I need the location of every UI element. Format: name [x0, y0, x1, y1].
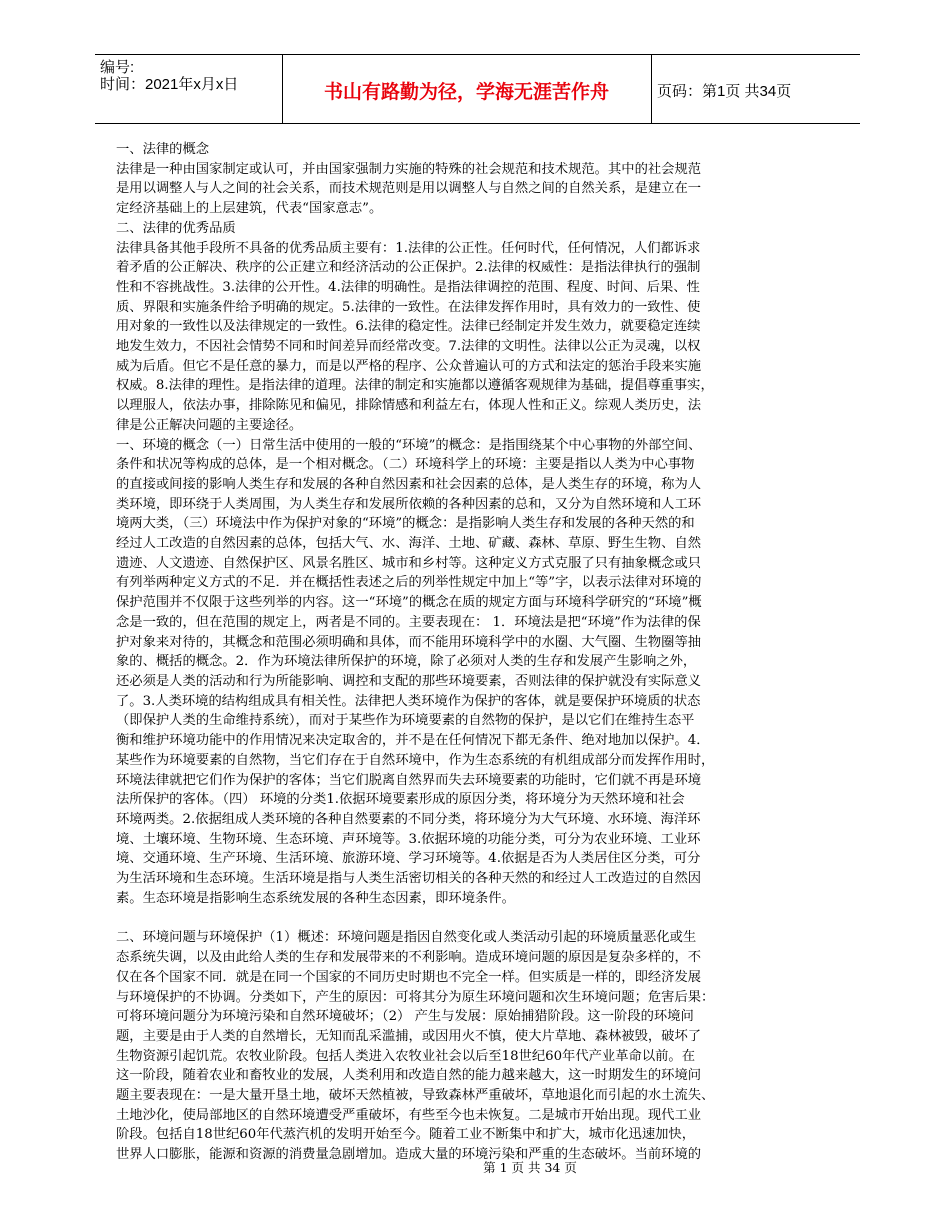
page-header: [95, 54, 860, 124]
body-paragraph: 一、法律的概念 法律是一种由国家制定或认可，并由国家强制力实施的特殊的社会规范和技术规范。其中的社会规范 是用以调整人与人之间的社会关系，而技术规范则是用以调整人与自然之间的自然关系，是建立在一 定经济基础上的上层建筑，代表“国家意志”。 二、法律的优秀品质 法律具备其他手段所不具备的优秀品质主要有：1.法律的公正性。任何时代，任何情况，人们都诉求 着矛盾的公正解决、秩序的公正建立和经济活动的公正保护。2.法律的权威性：是指法律执行的强制 性和不容挑战性。3.法律的公开性。4.法律的明确性。是指法律调控的范围、程度、时间、后果、性 质、界限和实施条件给予明确的规定。5.法律的一致性。在法律发挥作用时，具有效力的一致性、使 用对象的一致性以及法律规定的一致性。6.法律的稳定性。法律已经制定并发生效力，就要稳定连续 地发生效力，不因社会情势不同和时间差异而经常改变。7.法律的文明性。法律以公正为灵魂，以权 威为后盾。但它不是任意的暴力，而是以严格的程序、公众普遍认可的方式和法定的惩治手段来实施 权威。8.法律的理性。是指法律的道理。法律的制定和实施都以遵循客观规律为基础，提倡尊重事实， 以理服人，依法办事，排除陈见和偏见，排除情感和利益左右，体现人性和正义。综观人类历史，法 律是公正解决问题的主要途径。 一、环境的概念（一）日常生活中使用的一般的“环境”的概念：是指围绕某个中心事物的外部空间、 条件和状况等构成的总体，是一个相对概念。（二）环境科学上的环境：主要是指以人类为中心事物 的直接或间接的影响人类生存和发展的各种自然因素和社会因素的总体，是人类生存的环境，称为人 类环境，即环绕于人类周围，为人类生存和发展所依赖的各种因素的总和，又分为自然环境和人工环 境两大类，（三）环境法中作为保护对象的“环境”的概念：是指影响人类生存和发展的各种天然的和 经过人工改造的自然因素的总体，包括大气、水、海洋、土地、矿藏、森林、草原、野生生物、自然 遗迹、人文遗迹、自然保护区、风景名胜区、城市和乡村等。这种定义方式克服了只有抽象概念或只 有列举两种定义方式的不足．并在概括性表述之后的列举性规定中加上“等”字，以表示法律对环境的 保护范围并不仅限于这些列举的内容。这一“环境”的概念在质的规定方面与环境科学研究的“环境”概 念是一致的，但在范围的规定上，两者是不同的。主要表现在： 1．环境法是把“环境”作为法律的保 护对象来对待的，其概念和范围必须明确和具体，而不能用环境科学中的水圈、大气圈、生物圈等抽 象的、概括的概念。2．作为环境法律所保护的环境，除了必须对人类的生存和发展产生影响之外， 还必须是人类的活动和行为所能影响、调控和支配的那些环境要素，否则法律的保护就没有实际意义 了。3.人类环境的结构组成具有相关性。法律把人类环境作为保护的客体，就是要保护环境质的状态 （即保护人类的生命维持系统），而对于某些作为环境要素的自然物的保护，是以它们在维持生态平 衡和维护环境功能中的作用情况来决定取舍的，并不是在任何情况下都无条件、绝对地加以保护。4． 某些作为环境要素的自然物，当它们存在于自然环境中，作为生态系统的有机组成部分而发挥作用时， 环境法律就把它们作为保护的客体；当它们脱离自然界而失去环境要素的功能时，它们就不再是环境 法所保护的客体。（四） 环境的分类1.依据环境要素形成的原因分类，将环境分为天然环境和社会 环境两类。2.依据组成人类环境的各种自然要素的不同分类，将环境分为大气环境、水环境、海洋环 境、土壤环境、生物环境、生态环境、声环境等。3.依据环境的功能分类，可分为农业环境、工业环 境、交通环境、生产环境、生活环境、旅游环境、学习环境等。4.依据是否为人类居住区分类，可分 为生活环境和生态环境。生活环境是指与人类生活密切相关的各种天然的和经过人工改造过的自然因 素。生态环境是指影响生态系统发展的各种生态因素，即环境条件。: [116, 142, 715, 906]
document-body: [116, 140, 834, 1165]
body-paragraph: 二、环境问题与环境保护（1）概述：环境问题是指因自然变化或人类活动引起的环境质量恶化或生 态系统失调，以及由此给人类的生存和发展带来的不利影响。造成环境问题的原因是复杂多样的，不 仅在各个国家不同．就是在同一个国家的不同历史时期也不完全一样。但实质是一样的，即经济发展 与环境保护的不协调。分类如下，产生的原因：可将其分为原生环境问题和次生环境问题；危害后果： 可将环境问题分为环境污染和自然环境破坏；（2） 产生与发展：原始捕猎阶段。这一阶段的环境问 题，主要是由于人类的自然增长，无知而乱采滥捕，或因用火不慎，使大片草地、森林被毁，破坏了 生物资源引起饥荒。农牧业阶段。包括人类进入农牧业社会以后至18世纪60年代产业革命以前。在 这一阶段，随着农业和畜牧业的发展，人类利用和改造自然的能力越来越大，这一时期发生的环境问 题主要表现在：一是大量开垦土地，破坏天然植被，导致森林严重破坏，草地退化而引起的水土流失、 土地沙化，使局部地区的自然环境遭受严重破坏，有些至今也未恢复。二是城市开始出现。现代工业 阶段。包括自18世纪60年代蒸汽机的发明开始至今。随着工业不断集中和扩大，城市化迅速加快， 世界人口膨胀，能源和资源的消费量急剧增加。造成大量的环境污染和严重的生态破坏。当前环境的: [116, 930, 715, 1163]
page-footer: 第 1 页 共 34 页: [483, 1160, 577, 1175]
time-label: 时间：2021年x月x日: [100, 76, 239, 93]
header-divider: [651, 55, 652, 123]
number-label: 编号:: [100, 59, 135, 76]
page-info: 页码：第1页 共34页: [657, 83, 792, 100]
motto: 书山有路勤为径，学海无涯苦作舟: [323, 81, 609, 103]
paragraph-gap: [116, 908, 834, 928]
header-meta: [100, 59, 238, 93]
